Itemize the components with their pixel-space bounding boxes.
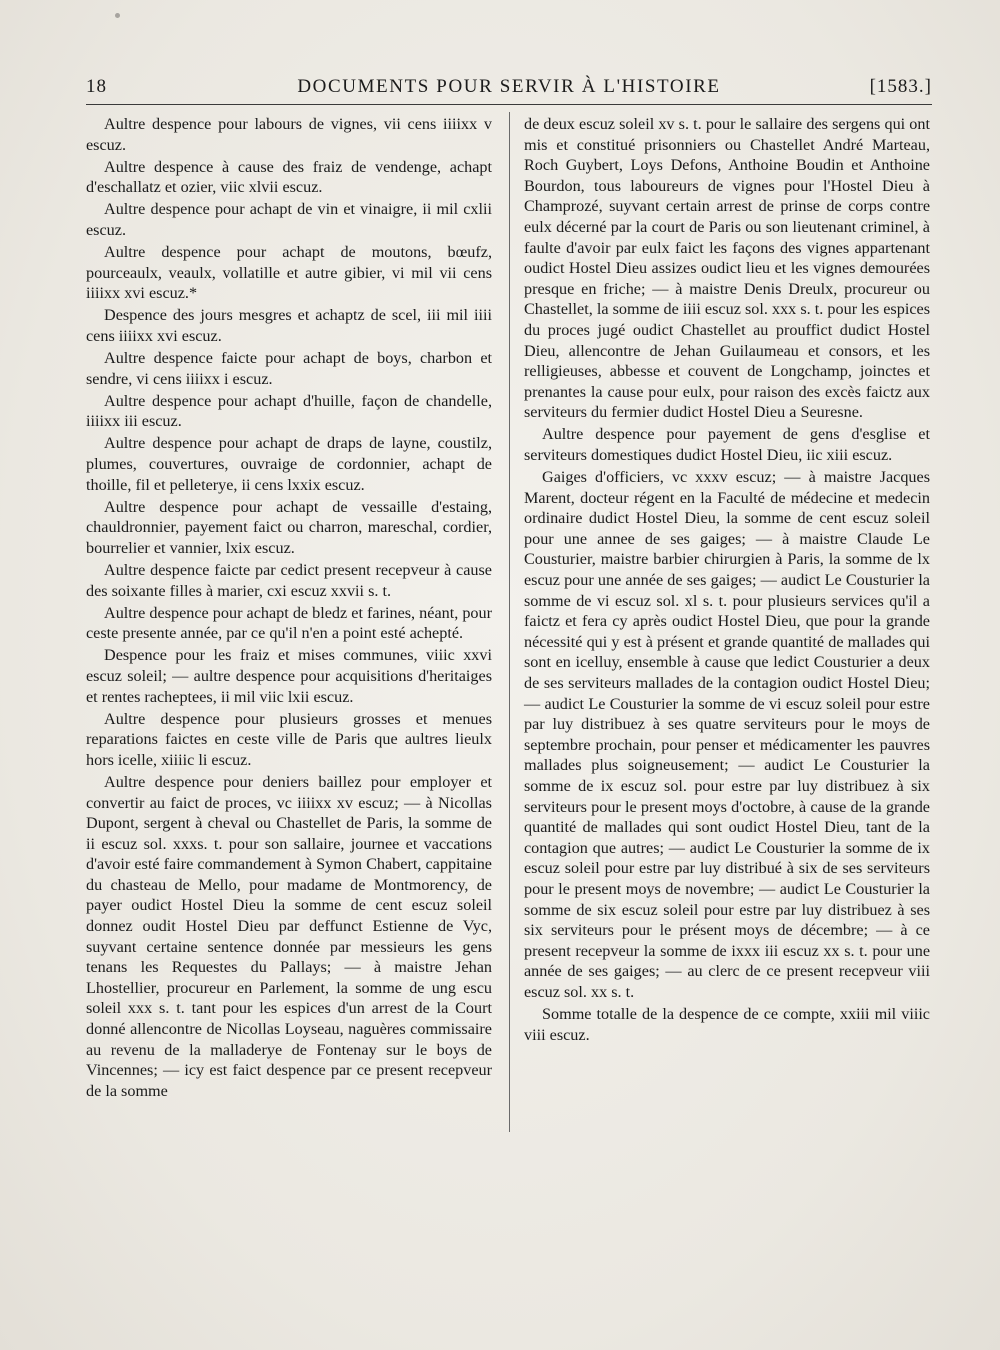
paragraph: de deux escuz soleil xv s. t. pour le sallaire des sergens qui ont mis et constitué prisonniers ou Chastellet André Marteau, Roch Guybert, Loys Defons, Anthoine Boudin et Anthoine Bourdon, tous laboureurs de vignes pour l'Hostel Dieu à Champrozé, suyvant certain arrest de prinse de corps contre eulx décerné par la court de Paris ou son lieutenant criminel, à faulte d'avoir par eulx faict les façons des vignes appartenant oudict Hostel Dieu assizes oudict lieu et les vignes demourées presque en friche; — à maistre Denis Dreulx, procureur ou Chastellet, la somme de iiii escuz sol. xxx s. t. pour les espices du proces jugé oudict Chastellet au prouffict dudict Hostel Dieu, allencontre de Jehan Guilaumeau et consors, et les relligieuses, abbesse et couvent de Longchamp, joinctes et prenantes la cause pour eulx, pour raison des excès faictz aux serviteurs du fermier dudict Hostel Dieu a Seuresne.: [524, 115, 930, 422]
paragraph: Aultre despence pour achapt de vin et vinaigre, ii mil cxlii escuz.: [86, 200, 492, 239]
ink-speck: [115, 13, 120, 18]
paragraph: Aultre despence pour labours de vignes, vii cens iiiixx v escuz.: [86, 115, 492, 154]
paragraph: Aultre despence pour achapt de vessaille d'estaing, chauldronnier, payement faict ou charron, mareschal, cordier, bourrelier et vannier, lxix escuz.: [86, 497, 492, 557]
running-title: DOCUMENTS POUR SERVIR À L'HISTOIRE: [297, 76, 721, 97]
left-column: [86, 114, 492, 1103]
paragraph: Somme totalle de la despence de ce compte, xxiii mil viiic viii escuz.: [524, 1005, 930, 1044]
right-column: [524, 114, 930, 1047]
column-divider: [509, 112, 510, 1132]
paragraph: Aultre despence pour achapt d'huille, façon de chandelle, iiiixx iii escuz.: [86, 391, 492, 431]
paragraph: Aultre despence à cause des fraiz de vendenge, achapt d'eschallatz et ozier, viic xlvii escuz.: [86, 157, 492, 197]
paragraph: Aultre despence pour achapt de moutons, bœufz, pourceaulx, veaulx, vollatille et autre gibier, vi mil vii cens iiiixx xvi escuz.*: [86, 243, 492, 303]
running-header: [86, 76, 932, 104]
year-marker: [1583.]: [869, 76, 932, 97]
paragraph: Gaiges d'officiers, vc xxxv escuz; — à maistre Jacques Marent, docteur régent en la Faculté de médecine et medecin ordinaire dudict Hostel Dieu, la somme de cent escuz soleil pour une annee de ses gaiges; — à maistre Claude Le Cousturier, maistre barbier chirurgien à Paris, la somme de lx escuz pour une année de ses gaiges; — audict Le Cousturier la somme de vi escuz sol. xl s. t. pour plusieurs services qu'il a faictz et fera cy après oudict Hostel Dieu, que pour la grande nécessité qui y est à présent et grande quantité de mallades qui sont en icelluy, ensemble à cause que ledict Cousturier a deux de ses serviteurs mallades de la contagion oudict Hostel Dieu; — audict Le Cousturier la somme de vi escuz soleil pour estre par luy distribuez à ses quatre serviteurs pour le moys de septembre prochain, pour penser et médicamenter les pauvres mallades plus soigneusement; — audict Le Cousturier la somme de ix escuz sol. pour estre par luy distribuez à six serviteurs pour le present moys d'octobre, à cause de la grande quantité de mallades qui sont oudict Hostel Dieu, tant de la contagion que autres; — audict Le Cousturier la somme de ix escuz soleil pour estre par luy distribué à six de ses serviteurs pour le present moys de novembre; — audict Le Cousturier la somme de six escuz soleil pour estre par luy distribuez à ses six serviteurs pour le présent moys de décembre; — à ce present recepveur la somme de ixxx iii escuz xx s. t. pour une année de ses gaiges; — au clerc de ce present recepveur viii escuz sol. xx s. t.: [524, 468, 930, 1001]
paragraph: Aultre despence pour achapt de draps de layne, coustilz, plumes, couvertures, ouvraige de cordonnier, achapt de thoille, fil et pelleterye, ii cens lxxix escuz.: [86, 434, 492, 494]
paragraph: Aultre despence pour payement de gens d'esglise et serviteurs domestiques dudict Hostel Dieu, iic xiii escuz.: [524, 425, 930, 464]
paragraph: Aultre despence pour deniers baillez pour employer et convertir au faict de proces, vc iiiixx xv escuz; — à Nicollas Dupont, sergent à cheval ou Chastellet de Paris, la somme de ii escuz sol. xxxs. t. pour son sallaire, journee et vaccations d'avoir esté faire commandement à Symon Chabert, cappitaine du chasteau de Mello, pour madame de Montmorency, de payer oudict Hostel Dieu la somme de cent escuz soleil donnez oudit Hostel Dieu par deffunct Estienne de Vyc, suyvant certaine sentence donnée par messieurs les gens tenans les Requestes du Pallays; — à maistre Jehan Lhostellier, procureur en Parlement, la somme de ung escu soleil xxx s. t. tant pour les espices d'un arrest de la Court donné allencontre de Nicollas Loyseau, naguères commissaire au revenu de la malladerye de Fontenay sur le boys de Vincennes; — icy est faict despence par ce present recepveur de la somme: [86, 772, 492, 1100]
paragraph: Aultre despence pour achapt de bledz et farines, néant, pour ceste presente année, par ce qu'il n'en a point esté achepté.: [86, 603, 492, 643]
header-rule: [86, 104, 932, 105]
paragraph: Aultre despence faicte par cedict present recepveur à cause des soixante filles à marier, cxi escuz xxvii s. t.: [86, 560, 492, 600]
paragraph: Despence pour les fraiz et mises communes, viiic xxvi escuz soleil; — aultre despence pour acquisitions d'heritaiges et rentes racheptees, ii mil viic lxii escuz.: [86, 646, 492, 706]
page-number: 18: [86, 76, 107, 97]
paragraph: Aultre despence pour plusieurs grosses et menues reparations faictes en ceste ville de Paris que aultres lieulx hors icelle, xiiiic li escuz.: [86, 709, 492, 769]
paragraph: Aultre despence faicte pour achapt de boys, charbon et sendre, vi cens iiiixx i escuz.: [86, 349, 492, 388]
paragraph: Despence des jours mesgres et achaptz de scel, iii mil iiii cens iiiixx xvi escuz.: [86, 306, 492, 345]
